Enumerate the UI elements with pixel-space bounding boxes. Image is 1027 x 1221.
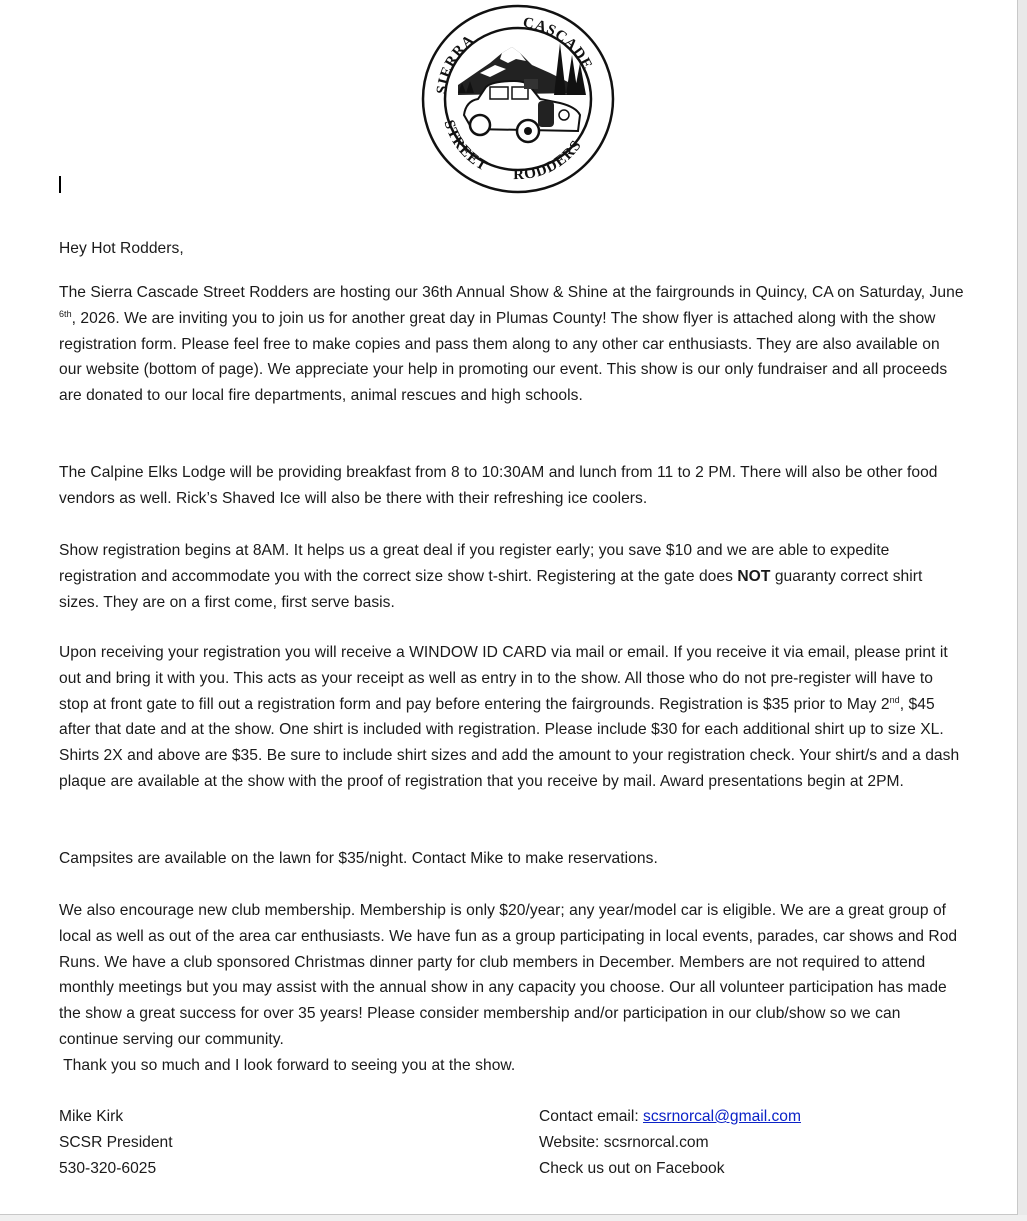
page-bottom-gutter bbox=[0, 1215, 1027, 1221]
logo-text-sierra: SIERRA bbox=[434, 31, 478, 96]
signer-phone: 530-320-6025 bbox=[59, 1159, 157, 1177]
vertical-scrollbar[interactable] bbox=[1018, 0, 1027, 1221]
intro-text-b: , 2026. We are inviting you to join us for another great day in Plumas County! The show flyer is attached along with the show registration form. Please feel free to make copies and pass them along to any other car enthusiasts. They are also available on our website (bottom of page). We appreciate your help in promoting our event. This show is our only fundraiser and all proceeds are donated to our local fire departments, animal rescues and high schools. bbox=[59, 309, 948, 405]
food-text: The Calpine Elks Lodge will be providing breakfast from 8 to 10:30AM and lunch from 11 to 2 PM. There will also be other food vendors as well. Rick’s Shaved Ice will also be there with their refreshing ice coolers. bbox=[59, 464, 938, 507]
paragraph-food bbox=[59, 460, 964, 512]
closing-text: Thank you so much and I look forward to seeing you at the show. bbox=[59, 1056, 516, 1074]
paragraph-window-card bbox=[59, 640, 964, 795]
registration-bold-not: NOT bbox=[737, 567, 771, 585]
intro-superscript: 6th bbox=[59, 308, 72, 319]
signer-title: SCSR President bbox=[59, 1133, 173, 1151]
logo-text-rodders: RODDERS bbox=[513, 137, 586, 184]
window-card-superscript: nd bbox=[889, 694, 900, 705]
paragraph-campsites bbox=[59, 846, 964, 872]
membership-text: We also encourage new club membership. Membership is only $20/year; any year/model car is eligible. We are a great group of local as well as out of the area car enthusiasts. We have fun as a group participating in local events, parades, car shows and Rod Runs. We have a club sponsored Christmas dinner party for club members in December. Members are not required to attend monthly meetings but you may assist with the annual show in any capacity you choose. Our all volunteer participation has made the show a great success for over 35 years! Please consider membership and/or participation in our club/show so we can continue serving our community. bbox=[59, 902, 958, 1048]
club-logo-icon bbox=[420, 3, 616, 195]
campsites-text: Campsites are available on the lawn for $35/night. Contact Mike to make reservations. bbox=[59, 850, 658, 867]
contact-email-label: Contact email: bbox=[539, 1108, 644, 1125]
contact-email-link[interactable]: scsrnorcal@gmail.com bbox=[643, 1108, 801, 1125]
website-text: Website: scsrnorcal.com bbox=[539, 1133, 709, 1151]
letter-greeting bbox=[59, 236, 964, 262]
signer-name: Mike Kirk bbox=[59, 1108, 124, 1125]
registration-text-b: guaranty correct shirt sizes. They are on a first come, first serve basis. bbox=[59, 567, 923, 611]
contact-email-line bbox=[539, 1104, 801, 1130]
window-card-text-b: , $45 after that date and at the show. One shirt is included with registration. Please include $30 for each additional shirt up to size XL. Shirts 2X and above are $35. Be sure to include shirt sizes and add the amount to your registration check. Your shirt/s and a dash plaque are available at the show with the proof of registration that you receive by mail. Award presentations begin at 2PM. bbox=[59, 695, 960, 790]
logo-text-street: STREET bbox=[440, 118, 491, 175]
registration-text-a: Show registration begins at 8AM. It helps us a great deal if you register early; you save $10 and we are able to expedite registration and accommodate you with the correct size show t-shirt. Registering at the gate does bbox=[59, 542, 890, 585]
contact-block bbox=[539, 1104, 801, 1181]
text-cursor bbox=[59, 176, 61, 193]
paragraph-membership bbox=[59, 898, 964, 1079]
logo-text-cascade: CASCADE bbox=[521, 15, 596, 73]
greeting-text: Hey Hot Rodders, bbox=[59, 240, 184, 257]
paragraph-registration bbox=[59, 538, 964, 615]
facebook-text: Check us out on Facebook bbox=[539, 1159, 725, 1177]
signature-block bbox=[59, 1104, 173, 1181]
intro-text-a: The Sierra Cascade Street Rodders are hosting our 36th Annual Show & Shine at the fairgrounds in Quincy, CA on Saturday, June bbox=[59, 284, 964, 301]
window-card-text-a: Upon receiving your registration you will receive a WINDOW ID CARD via mail or email. If you receive it via email, please print it out and bring it with you. This acts as your receipt as well as entry in to the show. All those who do not pre-register will have to stop at front gate to fill out a registration form and pay before entering the fairgrounds. Registration is $35 prior to May 2 bbox=[59, 644, 948, 713]
paragraph-intro bbox=[59, 280, 964, 409]
svg-text:RODDERS bbox=[513, 137, 585, 183]
